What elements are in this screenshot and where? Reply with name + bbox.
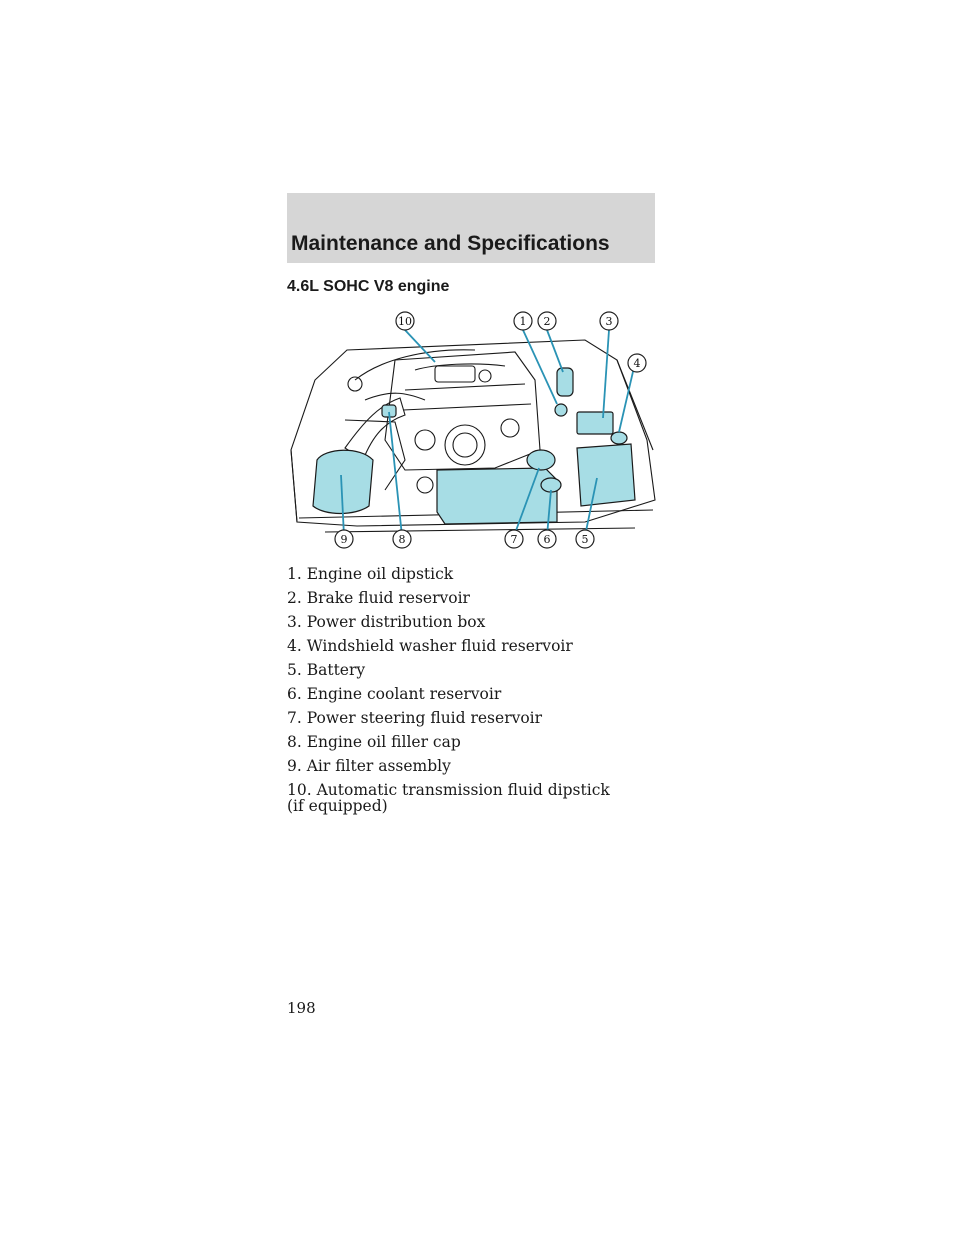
callout-6 [538,530,556,548]
legend-item: 4. Windshield washer fluid reservoir [287,637,573,655]
legend-item: 5. Battery [287,661,366,679]
callout-3 [600,312,618,330]
callout-4 [628,354,646,372]
legend-item: 3. Power distribution box [287,613,486,631]
power-steering-reservoir [527,450,555,470]
callout-9 [335,530,353,548]
legend-item: 1. Engine oil dipstick [287,565,454,583]
legend-item: 8. Engine oil filler cap [287,733,461,751]
component-legend [287,566,610,822]
brake-fluid-reservoir [557,368,573,396]
callout-10 [396,312,414,330]
svg-text:4: 4 [633,357,641,370]
legend-item: 6. Engine coolant reservoir [287,685,502,703]
callout-5 [576,530,594,548]
svg-text:6: 6 [543,533,551,546]
legend-item: 7. Power steering fluid reservoir [287,709,543,727]
battery [577,444,635,506]
svg-text:8: 8 [398,533,406,546]
callout-2 [538,312,556,330]
engine-diagram [285,300,665,560]
coolant-tank [437,468,557,524]
callout-8 [393,530,411,548]
svg-text:1: 1 [519,315,527,328]
page-number: 198 [287,999,316,1017]
oil-dipstick-handle [555,404,567,416]
svg-text:10: 10 [398,315,412,328]
legend-item-line: (if equipped) [287,797,388,815]
power-distribution-box [577,412,613,434]
svg-text:7: 7 [510,533,518,546]
legend-item: 9. Air filter assembly [287,757,451,775]
svg-text:2: 2 [543,315,551,328]
callout-7 [505,530,523,548]
legend-item [287,782,610,814]
svg-text:5: 5 [581,533,589,546]
callout-1 [514,312,532,330]
page-title: Maintenance and Specifications [291,232,610,255]
legend-item-line: 10. Automatic transmission fluid dipstick [287,781,610,799]
highlighted-parts [313,368,635,524]
svg-text:9: 9 [340,533,348,546]
washer-fluid-cap [611,432,627,444]
engine-heading: 4.6L SOHC V8 engine [287,278,450,295]
svg-text:3: 3 [605,315,613,328]
legend-item: 2. Brake fluid reservoir [287,589,470,607]
coolant-reservoir-cap [541,478,561,492]
